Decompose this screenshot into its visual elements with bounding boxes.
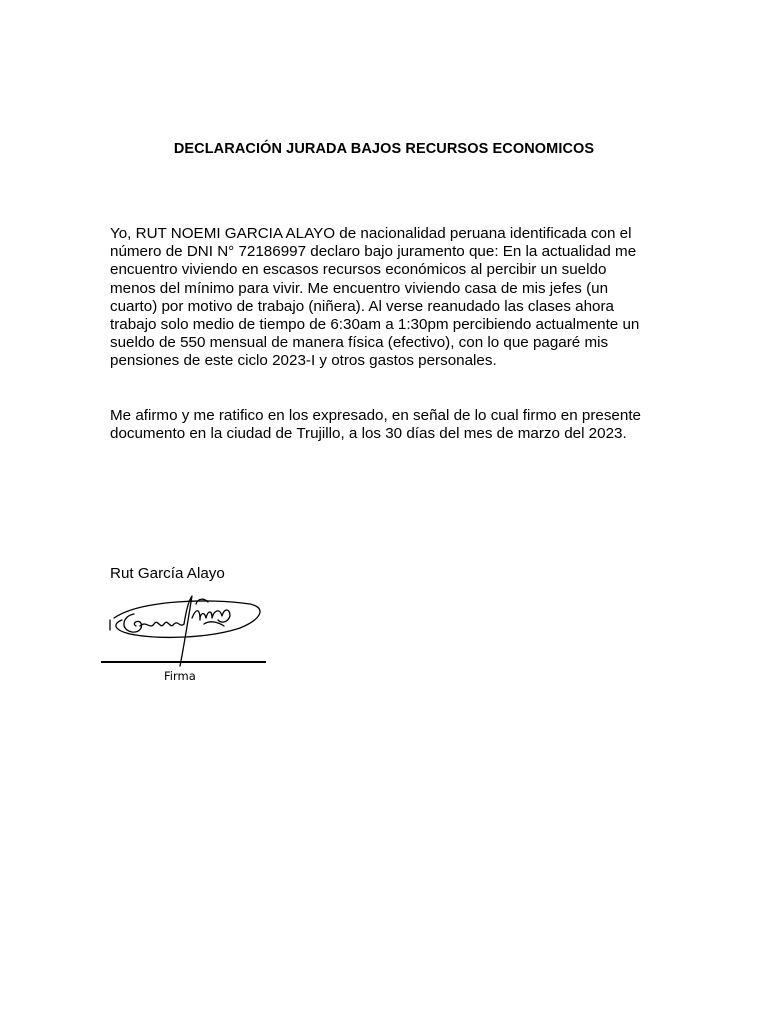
ratification-paragraph: Me afirmo y me ratifico en los expresado, en señal de lo cual firmo en presente documento en la ciudad de Trujillo, a los 30 días del mes de marzo del 2023. [110, 407, 641, 443]
signer-name: Rut García Alayo [110, 565, 225, 582]
document-title: DECLARACIÓN JURADA BAJOS RECURSOS ECONOMICOS [173, 141, 595, 157]
declaration-paragraph: Yo, RUT NOEMI GARCIA ALAYO de nacionalidad peruana identificada con el número de DNI N° 72186997 declaro bajo juramento que: En la actualidad me encuentro viviendo en escasos recursos económicos al percibir un sueldo menos del mínimo para vivir. Me encuentro viviendo casa de mis jefes (un cuarto) por motivo de trabajo (niñera). Al verse reanudado las clases ahora trabajo solo medio de tiempo de 6:30am a 1:30pm percibiendo actualmente un sueldo de 550 mensual de manera física (efectivo), con lo que pagaré mis pensiones de este ciclo 2023-I y otros gastos personales. [110, 225, 640, 370]
signature-label: Firma [164, 669, 196, 683]
signature-line [101, 661, 266, 663]
